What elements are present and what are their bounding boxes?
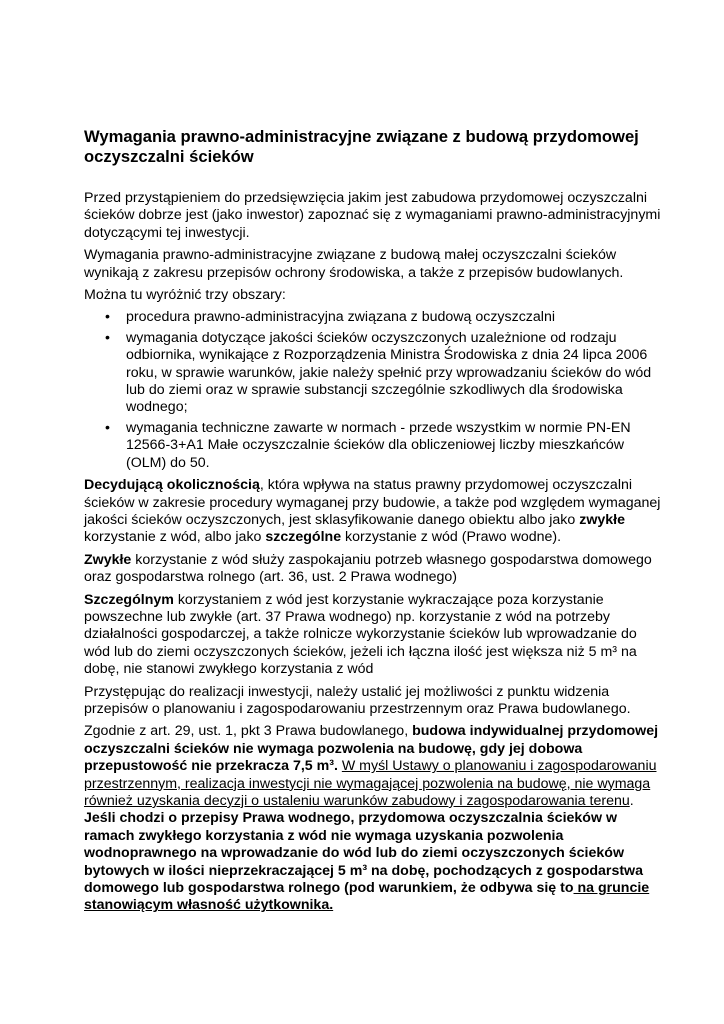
text-run: korzystanie z wód (Prawo wodne). — [341, 529, 562, 546]
document-title: Wymagania prawno-administracyjne związane z budową przydomowej oczyszczalni ścieków — [84, 127, 639, 166]
list-item — [105, 329, 664, 417]
text-run: korzystanie z wód służy zaspokajaniu potrzeb własnego gospodarstwa domowego oraz gospodarstwa rolnego (art. 36, ust. 2 Prawa wodnego) — [84, 551, 652, 586]
requirements-paragraph: Wymagania prawno-administracyjne związane z budową małej oczyszczalni ścieków wynikają z zakresu przepisów ochrony środowiska, a także z przepisów budowlanych. — [84, 247, 624, 281]
list-item — [105, 419, 664, 472]
bold-phrase: Jeśli chodzi o przepisy Prawa wodnego, przydomowa oczyszczalnia ścieków w ramach zwykłego korzystania z wód nie wymaga uzyskania pozwolenia wodnoprawnego na wprowadzanie do wód lub do ziemi oczyszczonych ścieków bytowych w ilości nieprzekraczającej 5 m³ na dobę, pochodzących z gospodarstwa domowego lub gospodarstwa rolnego (pod warunkiem, że odbywa się to — [84, 810, 643, 897]
areas-intro-paragraph: Można tu wyróżnić trzy obszary: — [84, 287, 286, 304]
bullet-icon: • — [105, 419, 110, 436]
planning-paragraph: Przystępując do realizacji inwestycji, należy ustalić jej możliwości z punktu widzenia przepisów o planowaniu i zagospodarowaniu przestrzennym oraz Prawa budowlanego. — [84, 683, 631, 717]
text-run: korzystaniem z wód jest korzystanie wykraczające poza korzystanie powszechne lub zwykłe (art. 37 Prawa wodnego) np. korzystanie z wód na potrzeby działalności gospodarczej, a także rolnicze wykorzystanie ścieków lub wprowadzanie do wód lub do ziemi oczyszczonych ścieków, jeżeli ich łączna ilość jest większa niż 5 m³ na dobę, nie stanowi zwykłego korzystania z wód — [84, 591, 637, 678]
bullet-icon: • — [105, 329, 110, 346]
ordinary-use-paragraph — [84, 552, 664, 587]
building-law-paragraph — [84, 723, 664, 914]
underlined-phrase: na gruncie stanowiącym własność użytkownika. — [84, 880, 650, 914]
bold-phrase: Szczególnym — [84, 591, 174, 608]
text-run: . — [629, 793, 634, 809]
bold-phrase: budowa indywidualnej przydomowej oczyszczalni ścieków nie wymaga pozwolenia na budowę, gdy jej dobowa przepustowość nie przekracza 7,5 m³. — [84, 723, 659, 775]
special-use-paragraph — [84, 592, 664, 679]
areas-list — [84, 309, 664, 472]
text-run: korzystanie z wód, albo jako — [84, 529, 266, 546]
bold-phrase: zwykłe — [579, 511, 625, 528]
list-item-text: wymagania dotyczące jakości ścieków oczyszczonych uzależnione od rodzaju odbiornika, wynikające z Rozporządzenia Ministra Środowiska z dnia 24 lipca 2006 roku, w sprawie warunków, jakie należy spełnić przy wprowadzaniu ścieków do wód lub do ziemi oraz w sprawie substancji szczególnie szkodliwych dla środowiska wodnego; — [126, 329, 652, 416]
bold-phrase: Decydującą okolicznością — [84, 477, 260, 494]
list-item-text: wymagania techniczne zawarte w normach - przede wszystkim w normie PN-EN 12566-3+A1 Małe oczyszczalnie ścieków dla obliczeniowej liczby mieszkańców (OLM) do 50. — [126, 419, 631, 471]
intro-paragraph: Przed przystąpieniem do przedsięwzięcia jakim jest zabudowa przydomowej oczyszczalni ścieków dobrze jest (jako inwestor) zapoznać się z wymaganiami prawno-administracyjnymi dotyczącymi tej inwestycji. — [84, 190, 661, 241]
decisive-circumstance-paragraph — [84, 477, 664, 547]
bold-phrase: szczególne — [265, 529, 342, 546]
underlined-phrase: W myśl Ustawy o planowaniu i zagospodarowaniu przestrzennym, realizacja inwestycji nie wymagającej pozwolenia na budowę, nie wymaga również uzyskania decyzji o ustaleniu warunków zabudowy i zagospodarowania terenu — [84, 758, 657, 809]
bold-phrase: Zwykłe — [84, 551, 132, 568]
bullet-icon: • — [105, 309, 110, 326]
list-item-text: procedura prawno-administracyjna związana z budową oczyszczalni — [126, 309, 555, 326]
list-item — [105, 309, 664, 326]
text-run: Zgodnie z art. 29, ust. 1, pkt 3 Prawa budowlanego, — [84, 723, 413, 740]
text-run: , która wpływa na status prawny przydomowej oczyszczalni ścieków w zakresie procedury wymaganej przy budowie, a także pod względem wymaganej jakości ścieków oczyszczonych, jest sklasyfikowanie danego obiektu albo jako — [84, 477, 661, 528]
